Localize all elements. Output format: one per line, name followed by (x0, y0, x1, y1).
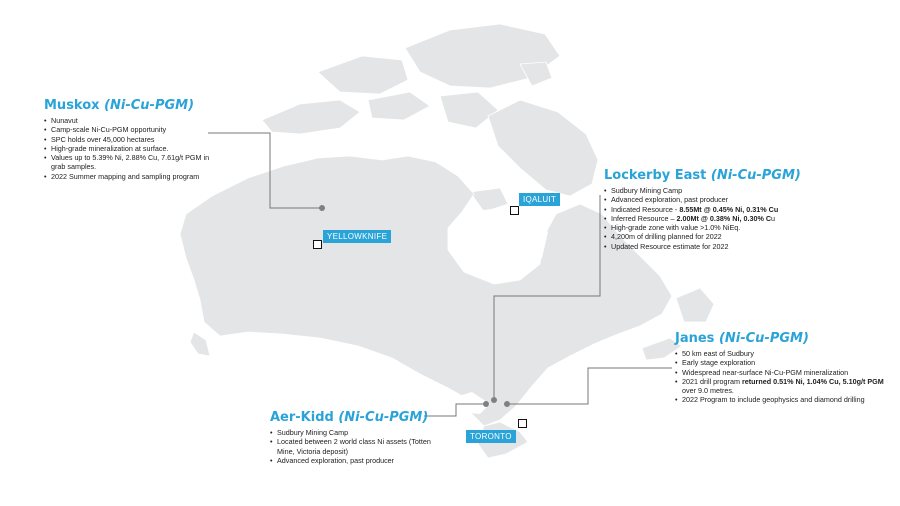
vancouver-island (190, 332, 210, 356)
project-name: Muskox (44, 98, 100, 113)
bullet-item: • 50 km east of Sudbury (675, 349, 893, 358)
arctic-island (318, 56, 408, 94)
bullet-item (604, 214, 804, 223)
bullet-item (604, 205, 804, 214)
baffin-island (488, 100, 598, 196)
bullet-text: over 9.0 metres. (682, 386, 734, 396)
bullet-item: • 2022 Program to include geophysics and diamond drilling (675, 395, 893, 404)
muskox-block (44, 98, 219, 181)
janes-bullets (675, 349, 893, 405)
muskox-title (44, 98, 219, 113)
bullet-item: • Widespread near-surface Ni-Cu-PGM mineralization (675, 368, 893, 377)
janes-title (675, 331, 893, 346)
hudson-bay (450, 208, 548, 276)
arctic-island (440, 92, 498, 128)
aerkidd-bullets (270, 428, 435, 465)
bullet-item: • Updated Resource estimate for 2022 (604, 242, 804, 251)
city-label-yellowknife: YELLOWKNIFE (323, 230, 391, 243)
bullet-item: • Advanced exploration, past producer (270, 456, 435, 465)
bullet-item: • Located between 2 world class Ni assets (Totten Mine, Victoria deposit) (270, 437, 435, 456)
project-name: Janes (675, 331, 715, 346)
commodity-label: (Ni-Cu-PGM) (710, 168, 801, 183)
project-name: Aer-Kidd (270, 410, 334, 425)
muskox-bullets (44, 116, 219, 181)
bullet-text: Indicated Resource - (611, 204, 680, 214)
yellowknife-marker (313, 240, 322, 249)
arctic-island (262, 100, 360, 134)
aerkidd-block (270, 410, 435, 465)
city-label-iqaluit: IQALUIT (519, 193, 560, 206)
bullet-item: • High-grade mineralization at surface. (44, 144, 219, 153)
toronto-marker (518, 419, 527, 428)
bullet-item: • 4,200m of drilling planned for 2022 (604, 232, 804, 241)
aerkidd-dot (483, 401, 489, 407)
arctic-island (368, 92, 430, 120)
bullet-item: • Values up to 5.39% Ni, 2.88% Cu, 7.61g/t PGM in grab samples. (44, 153, 219, 172)
janes-block (675, 331, 893, 405)
janes-dot (504, 401, 510, 407)
southampton-island (470, 188, 508, 212)
bullet-item: • 2022 Summer mapping and sampling program (44, 172, 219, 181)
muskox-dot (319, 205, 325, 211)
commodity-label: (Ni-Cu-PGM) (104, 98, 195, 113)
commodity-label: (Ni-Cu-PGM) (718, 331, 809, 346)
newfoundland (676, 288, 714, 322)
project-name: Lockerby East (604, 168, 707, 183)
commodity-label: (Ni-Cu-PGM) (338, 410, 429, 425)
bullet-item: • Sudbury Mining Camp (270, 428, 435, 437)
bullet-item: • Sudbury Mining Camp (604, 186, 804, 195)
lockerby-block (604, 168, 804, 251)
bullet-item: • Early stage exploration (675, 358, 893, 367)
bullet-item: • Advanced exploration, past producer (604, 195, 804, 204)
bullet-item: • Nunavut (44, 116, 219, 125)
bullet-emphasis: 8.55Mt @ 0.45% Ni, 0.31% Cu (679, 204, 779, 214)
lockerby-bullets (604, 186, 804, 251)
iqaluit-marker (510, 206, 519, 215)
bullet-item (675, 377, 893, 396)
mainland (180, 156, 672, 426)
bullet-text: u (771, 213, 776, 223)
bullet-text: Inferred Resource – (611, 213, 677, 223)
lockerby-dot (491, 397, 497, 403)
bullet-emphasis: returned 0.51% Ni, 1.04% Cu, 5.10g/t PGM (741, 376, 884, 386)
aerkidd-title (270, 410, 435, 425)
city-label-toronto: TORONTO (466, 430, 516, 443)
lockerby-title (604, 168, 804, 183)
bullet-item: • Camp-scale Ni-Cu-PGM opportunity (44, 125, 219, 134)
bullet-text: 2021 drill program (682, 376, 742, 386)
bullet-emphasis: 2.00Mt @ 0.38% Ni, 0.30% C (676, 213, 772, 223)
bullet-item: • High-grade zone with value >1.0% NiEq. (604, 223, 804, 232)
bullet-item: • SPC holds over 45,000 hectares (44, 135, 219, 144)
